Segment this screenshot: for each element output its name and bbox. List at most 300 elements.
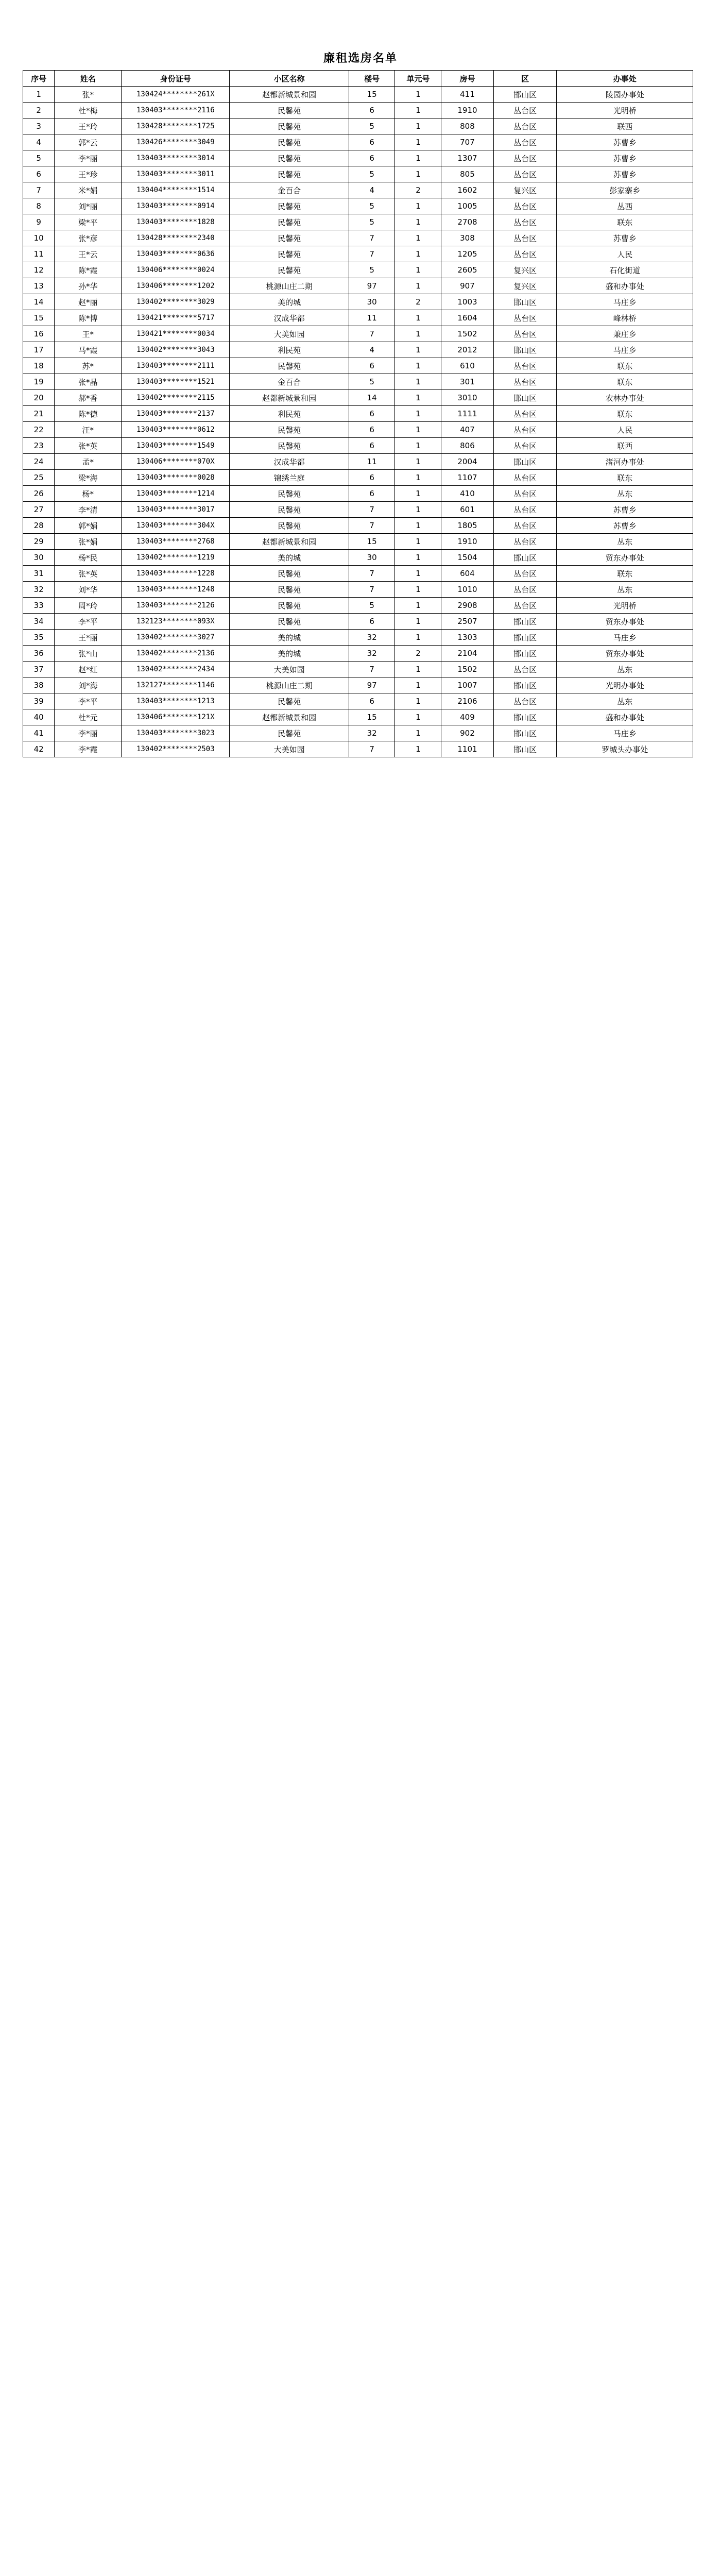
cell-community: 民馨苑 [230,134,349,150]
cell-community: 民馨苑 [230,438,349,454]
table-row [23,470,693,486]
cell-community: 利民苑 [230,406,349,422]
cell-building: 32 [349,630,395,646]
cell-name: 李*丽 [55,150,122,166]
cell-district: 丛台区 [493,103,557,118]
cell-office: 联西 [557,118,693,134]
table-row [23,390,693,406]
cell-office: 丛西 [557,198,693,214]
cell-name: 杨* [55,486,122,502]
cell-index: 24 [23,454,55,470]
header-id-number: 身份证号 [122,71,230,87]
cell-community: 汉成华都 [230,310,349,326]
cell-name: 王*云 [55,246,122,262]
cell-office: 联东 [557,406,693,422]
cell-name: 陈*博 [55,310,122,326]
table-row [23,422,693,438]
cell-name: 杨*民 [55,550,122,566]
cell-room: 1307 [441,150,494,166]
cell-index: 28 [23,518,55,534]
cell-community: 民馨苑 [230,246,349,262]
cell-community: 民馨苑 [230,166,349,182]
cell-building: 7 [349,566,395,582]
cell-room: 1005 [441,198,494,214]
table-row [23,342,693,358]
cell-name: 米*娟 [55,182,122,198]
cell-district: 丛台区 [493,358,557,374]
cell-unit: 1 [395,150,441,166]
cell-district: 丛台区 [493,150,557,166]
cell-unit: 1 [395,374,441,390]
table-row [23,598,693,614]
cell-building: 7 [349,582,395,598]
cell-community: 美的城 [230,630,349,646]
cell-unit: 1 [395,310,441,326]
cell-room: 410 [441,486,494,502]
cell-id-number: 130403********2116 [122,103,230,118]
cell-community: 桃源山庄二期 [230,278,349,294]
cell-office: 贸东办事处 [557,550,693,566]
cell-district: 丛台区 [493,438,557,454]
cell-id-number: 130421********5717 [122,310,230,326]
cell-building: 14 [349,390,395,406]
cell-room: 907 [441,278,494,294]
cell-office: 陵园办事处 [557,87,693,103]
cell-community: 汉成华都 [230,454,349,470]
cell-index: 1 [23,87,55,103]
cell-room: 2104 [441,646,494,662]
cell-office: 兼庄乡 [557,326,693,342]
cell-community: 大美如园 [230,741,349,757]
cell-district: 邯山区 [493,741,557,757]
cell-building: 32 [349,646,395,662]
cell-building: 4 [349,182,395,198]
cell-name: 李*清 [55,502,122,518]
cell-index: 29 [23,534,55,550]
table-row [23,630,693,646]
cell-district: 丛台区 [493,486,557,502]
table-row [23,725,693,741]
cell-unit: 1 [395,454,441,470]
cell-room: 301 [441,374,494,390]
cell-district: 邯山区 [493,87,557,103]
cell-district: 邯山区 [493,709,557,725]
cell-community: 民馨苑 [230,118,349,134]
cell-index: 38 [23,677,55,693]
cell-unit: 1 [395,134,441,150]
table-row [23,103,693,118]
cell-index: 11 [23,246,55,262]
cell-name: 陈*霞 [55,262,122,278]
cell-room: 604 [441,566,494,582]
cell-district: 丛台区 [493,134,557,150]
cell-id-number: 130403********1214 [122,486,230,502]
cell-name: 王*丽 [55,630,122,646]
roster-body [23,87,693,757]
cell-index: 15 [23,310,55,326]
header-office: 办事处 [557,71,693,87]
cell-district: 邯山区 [493,646,557,662]
cell-district: 丛台区 [493,693,557,709]
cell-id-number: 130403********2111 [122,358,230,374]
table-row [23,534,693,550]
header-unit: 单元号 [395,71,441,87]
cell-room: 808 [441,118,494,134]
cell-id-number: 130428********1725 [122,118,230,134]
cell-office: 苏曹乡 [557,150,693,166]
cell-room: 2507 [441,614,494,630]
cell-id-number: 130406********0024 [122,262,230,278]
cell-index: 14 [23,294,55,310]
cell-community: 民馨苑 [230,358,349,374]
cell-index: 35 [23,630,55,646]
cell-index: 12 [23,262,55,278]
cell-unit: 1 [395,662,441,677]
cell-id-number: 132127********1146 [122,677,230,693]
cell-id-number: 130403********1828 [122,214,230,230]
cell-unit: 1 [395,278,441,294]
cell-index: 5 [23,150,55,166]
cell-office: 苏曹乡 [557,134,693,150]
cell-district: 丛台区 [493,518,557,534]
cell-building: 6 [349,134,395,150]
cell-community: 美的城 [230,646,349,662]
cell-name: 李*平 [55,614,122,630]
cell-unit: 1 [395,438,441,454]
cell-name: 李*丽 [55,725,122,741]
cell-name: 郭*云 [55,134,122,150]
cell-id-number: 130403********1549 [122,438,230,454]
table-row [23,438,693,454]
cell-district: 丛台区 [493,566,557,582]
cell-building: 5 [349,262,395,278]
cell-id-number: 130421********0034 [122,326,230,342]
cell-building: 6 [349,103,395,118]
header-building: 楼号 [349,71,395,87]
cell-name: 马*霞 [55,342,122,358]
cell-room: 407 [441,422,494,438]
table-row [23,198,693,214]
cell-building: 5 [349,598,395,614]
cell-community: 民馨苑 [230,502,349,518]
cell-building: 11 [349,310,395,326]
cell-office: 盛和办事处 [557,278,693,294]
cell-building: 5 [349,166,395,182]
table-row [23,662,693,677]
cell-building: 15 [349,87,395,103]
cell-building: 4 [349,342,395,358]
cell-index: 9 [23,214,55,230]
cell-office: 联东 [557,566,693,582]
cell-unit: 1 [395,518,441,534]
cell-community: 赵都新城景和园 [230,87,349,103]
cell-community: 民馨苑 [230,582,349,598]
cell-id-number: 130403********304X [122,518,230,534]
cell-id-number: 130403********1521 [122,374,230,390]
cell-unit: 1 [395,614,441,630]
cell-office: 联东 [557,358,693,374]
cell-community: 民馨苑 [230,566,349,582]
table-row [23,741,693,757]
cell-id-number: 130403********3014 [122,150,230,166]
cell-unit: 1 [395,550,441,566]
cell-building: 97 [349,278,395,294]
cell-name: 张*晶 [55,374,122,390]
table-row [23,182,693,198]
cell-name: 苏* [55,358,122,374]
cell-room: 2004 [441,454,494,470]
cell-community: 民馨苑 [230,518,349,534]
cell-community: 大美如园 [230,326,349,342]
cell-unit: 1 [395,342,441,358]
cell-name: 陈*德 [55,406,122,422]
cell-room: 1101 [441,741,494,757]
cell-district: 复兴区 [493,182,557,198]
table-row [23,326,693,342]
cell-room: 1303 [441,630,494,646]
cell-name: 张*山 [55,646,122,662]
cell-building: 7 [349,230,395,246]
cell-office: 光明桥 [557,103,693,118]
cell-name: 孟* [55,454,122,470]
table-row [23,374,693,390]
table-row [23,677,693,693]
cell-building: 7 [349,246,395,262]
cell-building: 7 [349,662,395,677]
cell-office: 丛东 [557,486,693,502]
cell-room: 1910 [441,534,494,550]
cell-room: 610 [441,358,494,374]
cell-room: 1604 [441,310,494,326]
cell-district: 丛台区 [493,470,557,486]
cell-room: 411 [441,87,494,103]
cell-index: 16 [23,326,55,342]
cell-building: 5 [349,214,395,230]
table-row [23,87,693,103]
table-row [23,502,693,518]
cell-district: 邯山区 [493,342,557,358]
cell-office: 丛东 [557,662,693,677]
cell-room: 1205 [441,246,494,262]
cell-id-number: 130403********1248 [122,582,230,598]
cell-id-number: 130403********1228 [122,566,230,582]
cell-district: 丛台区 [493,662,557,677]
cell-district: 丛台区 [493,502,557,518]
cell-id-number: 130402********3027 [122,630,230,646]
cell-district: 丛台区 [493,534,557,550]
cell-room: 1502 [441,662,494,677]
cell-room: 806 [441,438,494,454]
cell-district: 复兴区 [493,278,557,294]
cell-community: 大美如园 [230,662,349,677]
cell-room: 707 [441,134,494,150]
cell-community: 美的城 [230,294,349,310]
cell-building: 6 [349,614,395,630]
cell-district: 丛台区 [493,310,557,326]
header-community: 小区名称 [230,71,349,87]
cell-district: 丛台区 [493,230,557,246]
cell-office: 彭家寨乡 [557,182,693,198]
roster-table [23,70,693,757]
cell-building: 6 [349,422,395,438]
cell-office: 人民 [557,246,693,262]
cell-index: 33 [23,598,55,614]
cell-district: 丛台区 [493,326,557,342]
cell-building: 5 [349,118,395,134]
cell-index: 36 [23,646,55,662]
cell-id-number: 130403********3023 [122,725,230,741]
header-name: 姓名 [55,71,122,87]
cell-id-number: 130403********1213 [122,693,230,709]
cell-room: 902 [441,725,494,741]
cell-office: 光明办事处 [557,677,693,693]
table-row [23,294,693,310]
cell-office: 丛东 [557,534,693,550]
cell-index: 17 [23,342,55,358]
cell-building: 7 [349,741,395,757]
cell-index: 31 [23,566,55,582]
cell-office: 苏曹乡 [557,166,693,182]
cell-unit: 1 [395,103,441,118]
cell-building: 6 [349,406,395,422]
cell-room: 308 [441,230,494,246]
cell-index: 32 [23,582,55,598]
table-row [23,278,693,294]
cell-index: 10 [23,230,55,246]
cell-name: 杜*元 [55,709,122,725]
cell-index: 2 [23,103,55,118]
cell-id-number: 130403********0028 [122,470,230,486]
cell-office: 苏曹乡 [557,230,693,246]
cell-index: 13 [23,278,55,294]
cell-id-number: 130402********3029 [122,294,230,310]
cell-unit: 1 [395,566,441,582]
cell-office: 贸东办事处 [557,646,693,662]
cell-district: 邯山区 [493,454,557,470]
header-room: 房号 [441,71,494,87]
cell-office: 石化街道 [557,262,693,278]
cell-unit: 1 [395,406,441,422]
cell-community: 民馨苑 [230,422,349,438]
cell-unit: 1 [395,166,441,182]
cell-community: 民馨苑 [230,150,349,166]
cell-community: 锦绣兰庭 [230,470,349,486]
cell-district: 邯山区 [493,614,557,630]
cell-office: 联东 [557,470,693,486]
cell-id-number: 130403********0914 [122,198,230,214]
cell-room: 2908 [441,598,494,614]
cell-id-number: 130403********2126 [122,598,230,614]
cell-building: 97 [349,677,395,693]
cell-community: 金百合 [230,374,349,390]
cell-unit: 1 [395,677,441,693]
cell-district: 邯山区 [493,630,557,646]
page-title: 廉租选房名单 [323,52,398,65]
cell-room: 1107 [441,470,494,486]
cell-building: 11 [349,454,395,470]
cell-index: 22 [23,422,55,438]
table-row [23,406,693,422]
cell-unit: 1 [395,326,441,342]
cell-district: 复兴区 [493,262,557,278]
cell-id-number: 130402********1219 [122,550,230,566]
table-row [23,214,693,230]
cell-id-number: 130403********3011 [122,166,230,182]
cell-name: 李*霞 [55,741,122,757]
table-row [23,454,693,470]
cell-building: 30 [349,550,395,566]
cell-unit: 1 [395,470,441,486]
cell-unit: 1 [395,741,441,757]
cell-unit: 1 [395,422,441,438]
cell-index: 26 [23,486,55,502]
cell-room: 805 [441,166,494,182]
cell-id-number: 130403********0636 [122,246,230,262]
cell-community: 利民苑 [230,342,349,358]
table-row [23,246,693,262]
cell-name: 赵*丽 [55,294,122,310]
cell-unit: 1 [395,709,441,725]
cell-name: 王* [55,326,122,342]
cell-building: 7 [349,326,395,342]
cell-unit: 2 [395,294,441,310]
cell-room: 1111 [441,406,494,422]
cell-room: 2012 [441,342,494,358]
cell-room: 1502 [441,326,494,342]
cell-unit: 1 [395,358,441,374]
table-row [23,310,693,326]
cell-index: 30 [23,550,55,566]
cell-office: 马庄乡 [557,294,693,310]
header-district: 区 [493,71,557,87]
cell-community: 民馨苑 [230,230,349,246]
cell-unit: 1 [395,598,441,614]
cell-district: 丛台区 [493,198,557,214]
cell-index: 18 [23,358,55,374]
cell-building: 32 [349,725,395,741]
cell-name: 梁*平 [55,214,122,230]
roster-sheet [23,70,693,757]
cell-name: 郝*香 [55,390,122,406]
cell-district: 丛台区 [493,582,557,598]
cell-name: 郭*娟 [55,518,122,534]
cell-office: 罗城头办事处 [557,741,693,757]
cell-office: 峰林桥 [557,310,693,326]
header-index: 序号 [23,71,55,87]
table-row [23,358,693,374]
cell-unit: 2 [395,182,441,198]
cell-id-number: 132123********093X [122,614,230,630]
cell-unit: 2 [395,646,441,662]
cell-building: 6 [349,438,395,454]
cell-office: 马庄乡 [557,342,693,358]
cell-building: 7 [349,502,395,518]
cell-index: 21 [23,406,55,422]
cell-unit: 1 [395,582,441,598]
cell-index: 37 [23,662,55,677]
table-row [23,486,693,502]
cell-unit: 1 [395,246,441,262]
cell-index: 23 [23,438,55,454]
cell-id-number: 130424********261X [122,87,230,103]
cell-name: 孙*华 [55,278,122,294]
cell-unit: 1 [395,534,441,550]
cell-room: 1010 [441,582,494,598]
cell-building: 7 [349,518,395,534]
table-row [23,709,693,725]
cell-id-number: 130404********1514 [122,182,230,198]
cell-office: 丛东 [557,582,693,598]
